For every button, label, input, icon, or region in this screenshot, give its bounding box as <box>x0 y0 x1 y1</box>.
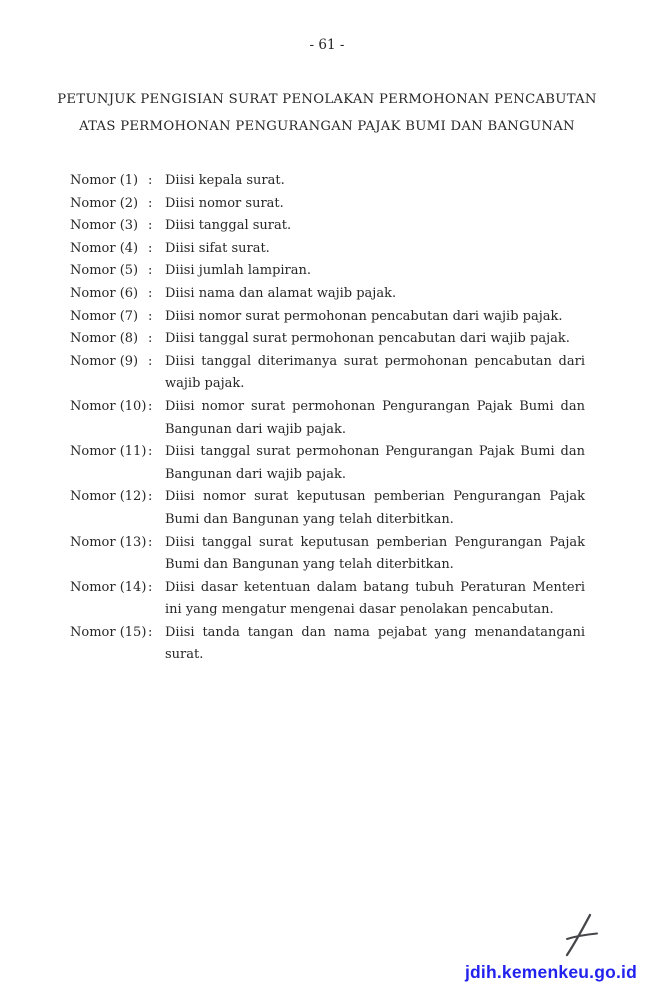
instruction-separator: : <box>148 308 153 324</box>
instruction-separator: : <box>148 489 153 505</box>
instruction-text: Diisi tanggal surat. <box>165 218 292 234</box>
instruction-separator: : <box>148 263 153 279</box>
instruction-text: Diisi nomor surat keputusan pemberian Pengurangan Pajak Bumi dan Bangunan yang telah diterbitkan. <box>165 489 585 527</box>
instruction-label: Nomor (11) <box>70 444 147 460</box>
instruction-row <box>70 260 654 283</box>
instruction-row <box>70 577 654 622</box>
instruction-separator: : <box>148 240 153 256</box>
instruction-row <box>70 486 654 531</box>
instruction-text: Diisi tanda tangan dan nama pejabat yang menandatangani surat. <box>165 624 585 663</box>
document-title-line1: PETUNJUK PENGISIAN SURAT PENOLAKAN PERMOHONAN PENCABUTAN <box>57 92 597 107</box>
instruction-label: Nomor (6) <box>70 285 139 301</box>
instruction-label: Nomor (1) <box>70 173 139 188</box>
instruction-row <box>70 396 654 441</box>
instruction-separator: : <box>148 218 153 234</box>
instruction-label: Nomor (10) <box>70 398 147 414</box>
instruction-label: Nomor (7) <box>70 308 139 324</box>
instruction-text: Diisi tanggal surat keputusan pemberian Pengurangan Pajak Bumi dan Bangunan yang telah diterbitkan. <box>165 534 585 573</box>
instruction-row <box>70 215 654 238</box>
instruction-row <box>70 193 654 216</box>
instruction-row <box>70 238 654 261</box>
instruction-separator: : <box>148 195 153 211</box>
instruction-label: Nomor (12) <box>70 489 147 505</box>
instruction-row <box>70 170 654 193</box>
instruction-text: Diisi dasar ketentuan dalam batang tubuh Peraturan Menteri ini yang mengatur mengenai dasar penolakan pencabutan. <box>165 579 585 618</box>
instruction-row <box>70 532 654 577</box>
handwritten-paraf-mark-icon <box>560 911 600 959</box>
instruction-separator: : <box>148 444 153 460</box>
instruction-row <box>70 283 654 306</box>
instruction-list <box>0 170 654 667</box>
instruction-text: Diisi nama dan alamat wajib pajak. <box>165 285 397 301</box>
instruction-label: Nomor (2) <box>70 195 139 211</box>
document-title-line2: ATAS PERMOHONAN PENGURANGAN PAJAK BUMI DAN BANGUNAN <box>79 119 575 134</box>
instruction-text: Diisi tanggal surat permohonan pencabutan dari wajib pajak. <box>165 331 570 347</box>
instruction-label: Nomor (3) <box>70 218 139 234</box>
instruction-separator: : <box>148 398 153 414</box>
instruction-label: Nomor (5) <box>70 263 139 279</box>
instruction-row <box>70 622 654 667</box>
instruction-separator: : <box>148 285 153 301</box>
instruction-text: Diisi nomor surat permohonan pencabutan dari wajib pajak. <box>165 308 563 324</box>
instruction-text: Diisi nomor surat. <box>165 195 284 211</box>
instruction-row <box>70 306 654 329</box>
instruction-label: Nomor (9) <box>70 353 139 369</box>
page-number: - 61 - <box>309 37 345 53</box>
instruction-label: Nomor (4) <box>70 240 139 256</box>
instruction-text: Diisi tanggal surat permohonan Pengurangan Pajak Bumi dan Bangunan dari wajib pajak. <box>165 444 585 482</box>
instruction-row <box>70 351 654 396</box>
document-title <box>0 86 654 140</box>
instruction-separator: : <box>148 173 153 188</box>
instruction-separator: : <box>148 579 153 595</box>
instruction-label: Nomor (15) <box>70 624 147 640</box>
instruction-label: Nomor (14) <box>70 579 147 595</box>
instruction-text: Diisi jumlah lampiran. <box>165 263 312 279</box>
instruction-text: Diisi kepala surat. <box>165 173 285 188</box>
instruction-separator: : <box>148 353 153 369</box>
instruction-separator: : <box>148 534 153 550</box>
instruction-text: Diisi tanggal diterimanya surat permohonan pencabutan dari wajib pajak. <box>165 353 585 392</box>
instruction-text: Diisi sifat surat. <box>165 240 270 256</box>
instruction-separator: : <box>148 331 153 347</box>
instruction-label: Nomor (8) <box>70 331 139 347</box>
instruction-text: Diisi nomor surat permohonan Pengurangan Pajak Bumi dan Bangunan dari wajib pajak. <box>165 398 585 437</box>
instruction-row <box>70 328 654 351</box>
jdih-kemenkeu-link[interactable]: jdih.kemenkeu.go.id <box>464 962 637 982</box>
instruction-label: Nomor (13) <box>70 534 147 550</box>
instruction-separator: : <box>148 624 153 640</box>
instruction-row <box>70 441 654 486</box>
